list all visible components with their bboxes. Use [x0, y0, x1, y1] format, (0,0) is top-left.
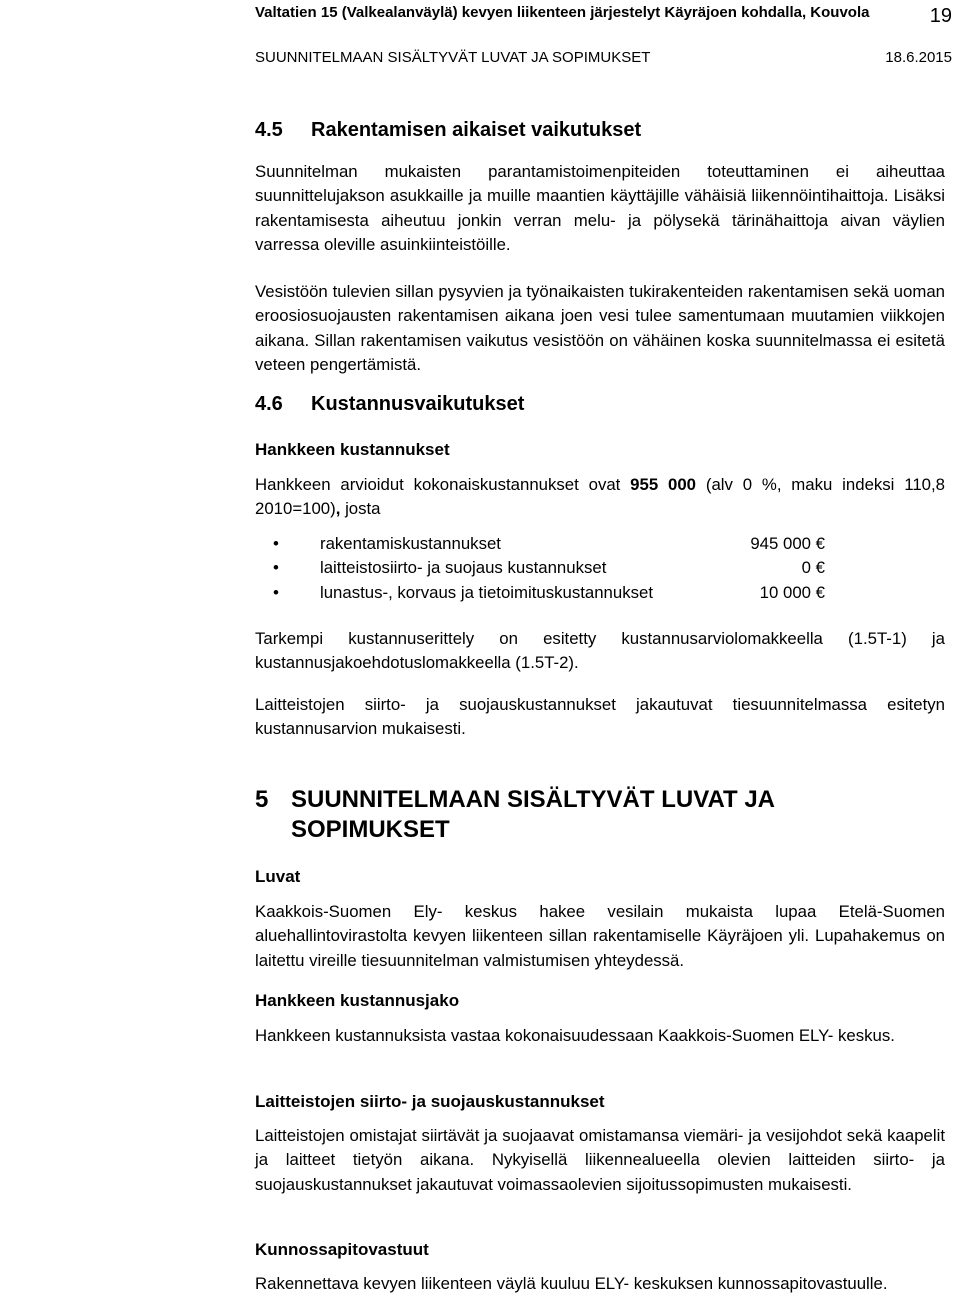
section-4-5-paragraph-1: Suunnitelman mukaisten parantamistoimenpiteiden toteuttaminen ei aiheuttaa suunnittelujakson asukkaille ja muille maantien käyttäjille vähäisiä liikennöintihaittoja. Lisäksi rakentamisesta aiheutuu jonkin verran melu- ja pölysekä tärinähaittoja aivan väylien varressa oleville asuinkiinteistöille.: [255, 162, 945, 254]
page-number: 19: [929, 5, 952, 27]
subheading-kunnossapitovastuut: Kunnossapitovastuut: [255, 1240, 429, 1259]
header-date: 18.6.2015: [885, 49, 952, 66]
list-item: [255, 532, 945, 556]
chapter-title-line-2: SOPIMUKSET: [291, 816, 450, 843]
list-item: [255, 556, 945, 580]
chapter-title-line-1: SUUNNITELMAAN SISÄLTYVÄT LUVAT JA: [291, 786, 775, 813]
kustannusjako-paragraph: Hankkeen kustannuksista vastaa kokonaisuudessaan Kaakkois-Suomen ELY- keskus.: [255, 1026, 895, 1045]
header-subtitle: SUUNNITELMAAN SISÄLTYVÄT LUVAT JA SOPIMUKSET: [255, 49, 651, 66]
cost-detail-paragraph: Tarkempi kustannuserittely on esitetty kustannusarviolomakkeella (1.5T-1) ja kustannusjakoehdotuslomakkeella (1.5T-2).: [255, 629, 945, 673]
text-fragment: (alv 0 %, maku indeksi 110,8 2010=100): [255, 475, 945, 519]
section-number: 4.6: [255, 393, 283, 415]
page-header: [255, 0, 960, 72]
cost-breakdown-list: [255, 532, 945, 605]
bullet-icon: •: [273, 558, 279, 578]
cost-amount: 10 000 €: [759, 582, 825, 602]
subheading-luvat: Luvat: [255, 867, 301, 886]
subheading-hankkeen-kustannukset: Hankkeen kustannukset: [255, 440, 450, 459]
section-title: Kustannusvaikutukset: [311, 393, 525, 415]
cost-label: lunastus-, korvaus ja tietoimituskustannukset: [320, 582, 653, 602]
cost-amount: 945 000 €: [750, 534, 825, 553]
subheading-laitteistojen-siirto: Laitteistojen siirto- ja suojauskustannukset: [255, 1092, 605, 1111]
bullet-icon: •: [273, 534, 279, 553]
section-4-6-heading: [255, 391, 945, 417]
cost-label: rakentamiskustannukset: [320, 534, 501, 553]
kunnossapitovastuut-paragraph: Rakennettava kevyen liikenteen väylä kuuluu ELY- keskuksen kunnossapitovastuulle.: [255, 1274, 888, 1293]
text-fragment: Hankkeen arvioidut kokonaiskustannukset ovat: [255, 475, 631, 494]
equipment-cost-paragraph: Laitteistojen siirto- ja suojauskustannukset jakautuvat tiesuunnitelmassa esitetyn kustannusarvion mukaisesti.: [255, 695, 945, 739]
cost-amount: 0 €: [801, 558, 825, 578]
total-cost-value: 955 000: [630, 475, 697, 494]
chapter-number: 5: [255, 786, 269, 813]
list-item: [255, 581, 945, 605]
total-cost-paragraph: [255, 473, 945, 522]
text-fragment: ,: [335, 499, 341, 519]
bullet-icon: •: [273, 582, 279, 602]
cost-label: laitteistosiirto- ja suojaus kustannukset: [320, 558, 607, 578]
chapter-5-heading: [255, 785, 945, 845]
section-4-5-paragraph-2: Vesistöön tulevien sillan pysyvien ja työnaikaisten tukirakenteiden rakentamisen sekä uoman eroosiosuojausten rakentamisen aikana joen vesi tulee samentumaan muutamien viikkojen aikana. Sillan rakentamisen vaikutus vesistöön on vähäinen koska suunnitelmassa ei esitetä veteen pengertämistä.: [255, 282, 945, 374]
section-number: 4.5: [255, 119, 283, 141]
luvat-paragraph: Kaakkois-Suomen Ely- keskus hakee vesilain mukaista lupaa Etelä-Suomen aluehallintovirastolta kevyen liikenteen sillan rakentamiselle Käyräjoen yli. Lupahakemus on laitettu vireille tiesuunnitelman valmistumisen yhteydessä.: [255, 902, 945, 970]
text-fragment: josta: [340, 499, 381, 519]
document-title: Valtatien 15 (Valkealanväylä) kevyen liikenteen järjestelyt Käyräjoen kohdalla, Kouvola: [255, 4, 870, 21]
section-4-5-heading: [255, 117, 945, 143]
subheading-kustannusjako: Hankkeen kustannusjako: [255, 991, 460, 1010]
laitteistojen-siirto-paragraph: Laitteistojen omistajat siirtävät ja suojaavat omistamansa viemäri- ja vesijohdot sekä kaapelit ja laitteet tietyön aikana. Nykyisellä liikennealueella olevien laitteiden siirto- ja suojauskustannukset jakautuvat voimassaolevien sijoitussopimusten mukaisesti.: [255, 1126, 945, 1194]
section-title: Rakentamisen aikaiset vaikutukset: [311, 119, 642, 141]
